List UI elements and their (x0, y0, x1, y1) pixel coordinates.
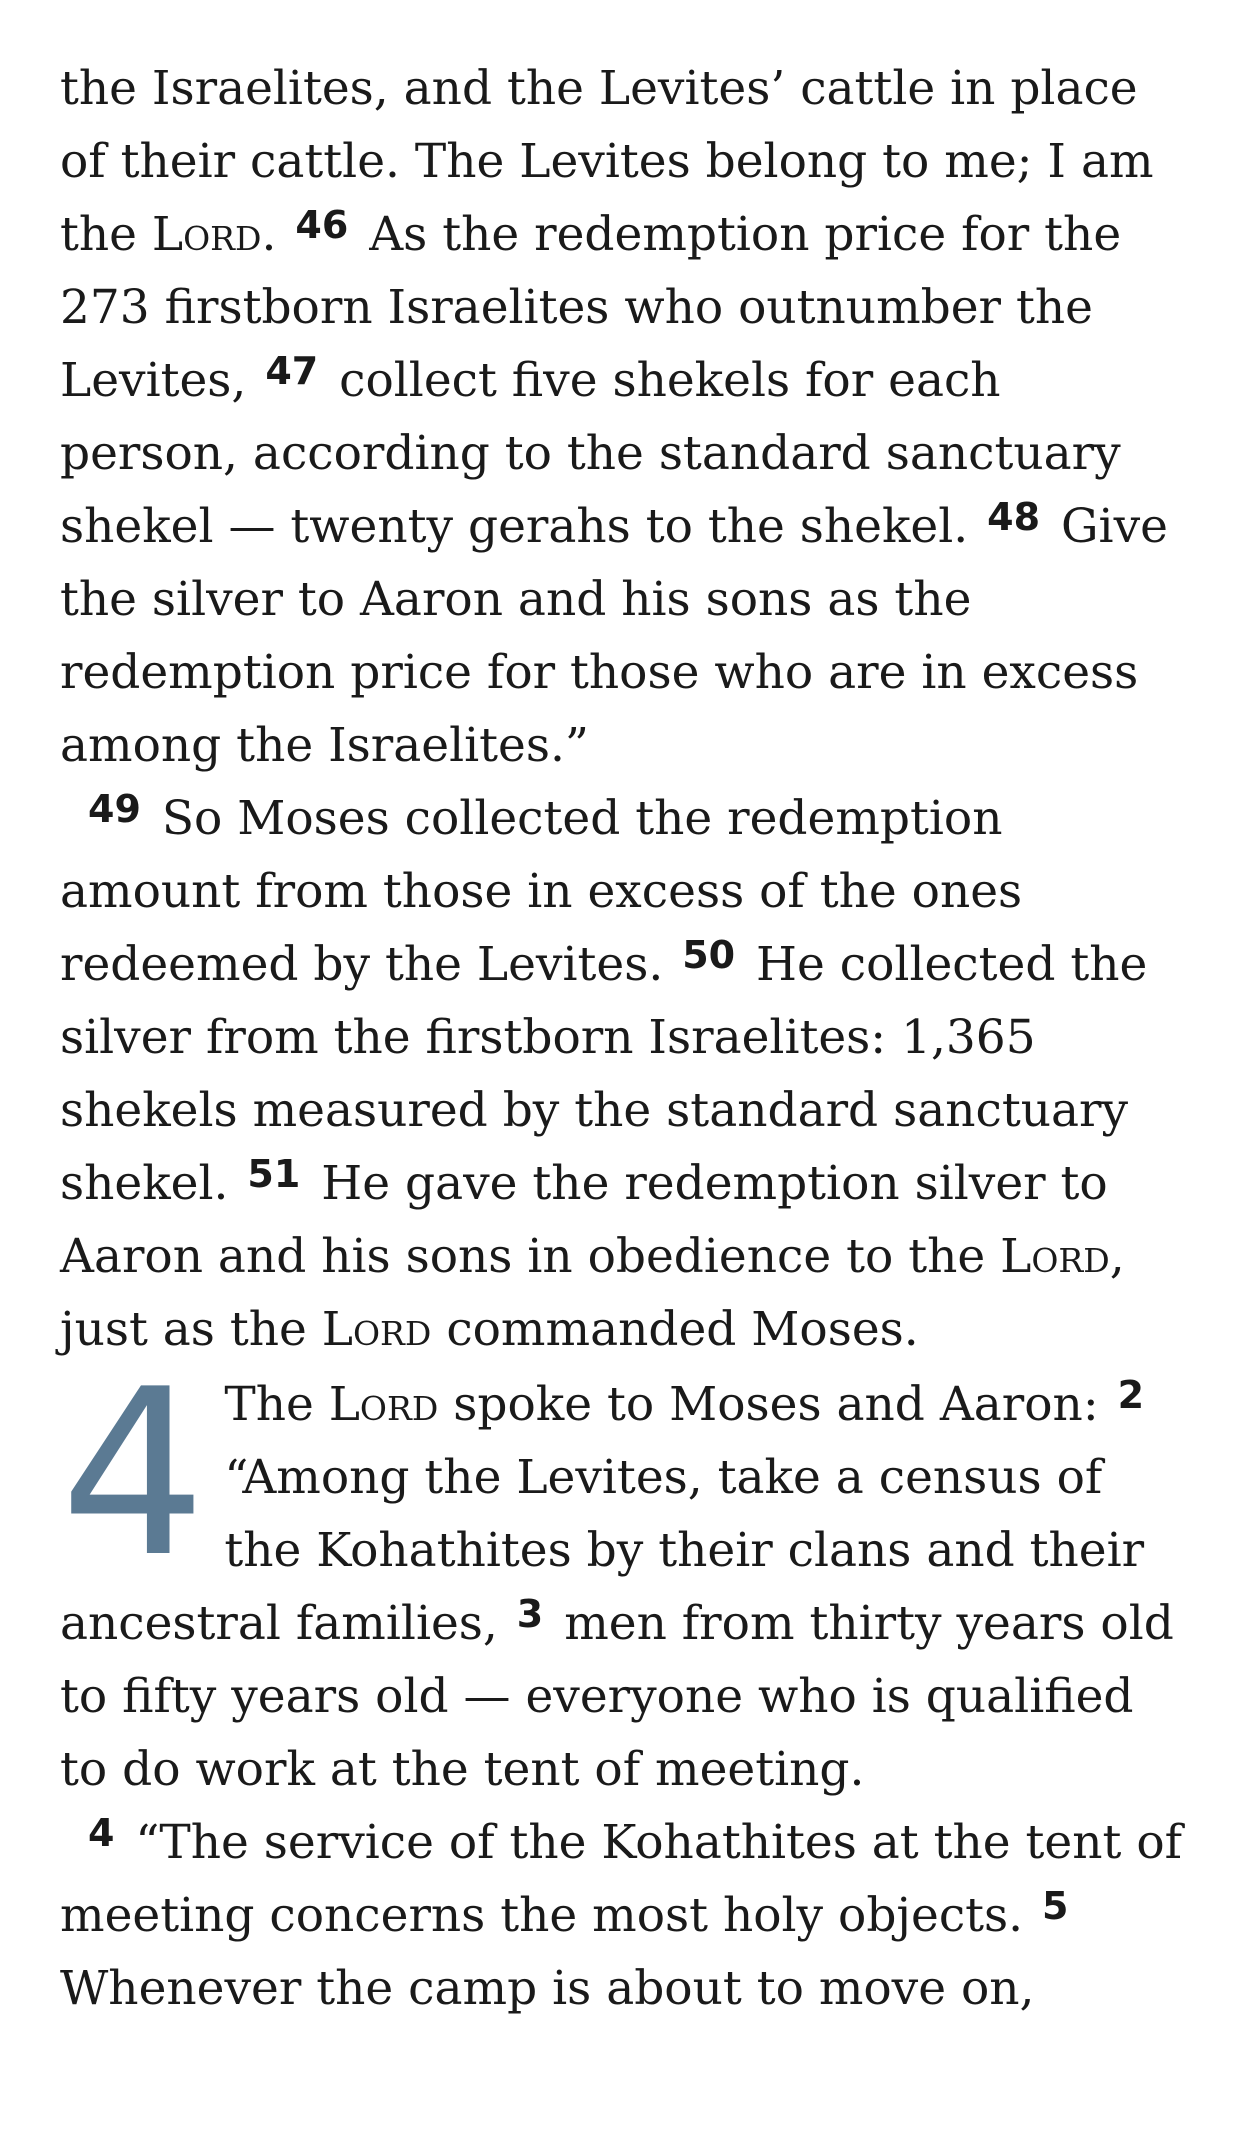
paragraph-1 (60, 52, 1190, 782)
paragraph-3 (60, 1341, 1190, 1806)
text-run: Whenever the camp is about to move on, (60, 1961, 1035, 2016)
verse-number-5[interactable]: 5 (1042, 1884, 1069, 1928)
reading-page (60, 52, 1190, 2025)
text-run: He gave the redemption silver to Aaron and his sons in obedience to the (60, 1156, 1108, 1284)
verse-number-51[interactable]: 51 (247, 1152, 301, 1196)
paragraph-2 (60, 782, 1190, 1366)
verse-number-50[interactable]: 50 (682, 933, 736, 977)
text-run: So Moses collected the redemption amount from those in excess of the ones redeemed by the Levites. (60, 791, 1023, 992)
text-run: spoke to Moses and Aaron: (438, 1377, 1114, 1432)
text-run: , just as the (60, 1229, 1125, 1357)
text-run: As the redemption price for the 273 firstborn Israelites who outnumber the Levites, (60, 207, 1122, 408)
text-run: “The service of the Kohathites at the tent of meeting concerns the most holy objects. (60, 1815, 1183, 1943)
text-run: commanded Moses. (431, 1302, 919, 1357)
verse-number-49[interactable]: 49 (88, 787, 141, 831)
text-run: The (224, 1377, 329, 1432)
verse-number-3[interactable]: 3 (516, 1592, 544, 1636)
verse-number-4[interactable]: 4 (88, 1811, 115, 1855)
divine-name: Lord (1000, 1229, 1110, 1284)
text-run: men from thirty years old to fifty years old — everyone who is qualified to do work at the tent of meeting. (60, 1596, 1174, 1797)
text-run: He collected the silver from the firstborn Israelites: 1,365 shekels measured by the standard sanctuary shekel. (60, 937, 1148, 1211)
divine-name: Lord (151, 207, 262, 262)
chapter-number-dropcap: 4 (60, 1341, 207, 1608)
text-run: . (261, 207, 277, 262)
text-run: collect five shekels for each person, according to the standard sanctuary shekel — twenty gerahs to the shekel. (60, 353, 1121, 554)
verse-number-47[interactable]: 47 (265, 349, 319, 393)
verse-number-48[interactable]: 48 (987, 495, 1041, 539)
verse-number-2[interactable]: 2 (1117, 1373, 1145, 1417)
text-run: the Israelites, and the Levites’ cattle in place of their cattle. The Levites belong to me; I am the (60, 61, 1154, 262)
paragraph-4 (60, 1806, 1190, 2025)
verse-number-46[interactable]: 46 (295, 203, 349, 247)
chapter-4-block (60, 1341, 1190, 1806)
divine-name: Lord (321, 1302, 432, 1357)
text-run: Give the silver to Aaron and his sons as the redemption price for those who are in excess among the Israelites.” (60, 499, 1168, 773)
divine-name: Lord (328, 1377, 439, 1432)
text-run: “Among the Levites, take a census of the Kohathites by their clans and their ancestral families, (60, 1450, 1145, 1651)
